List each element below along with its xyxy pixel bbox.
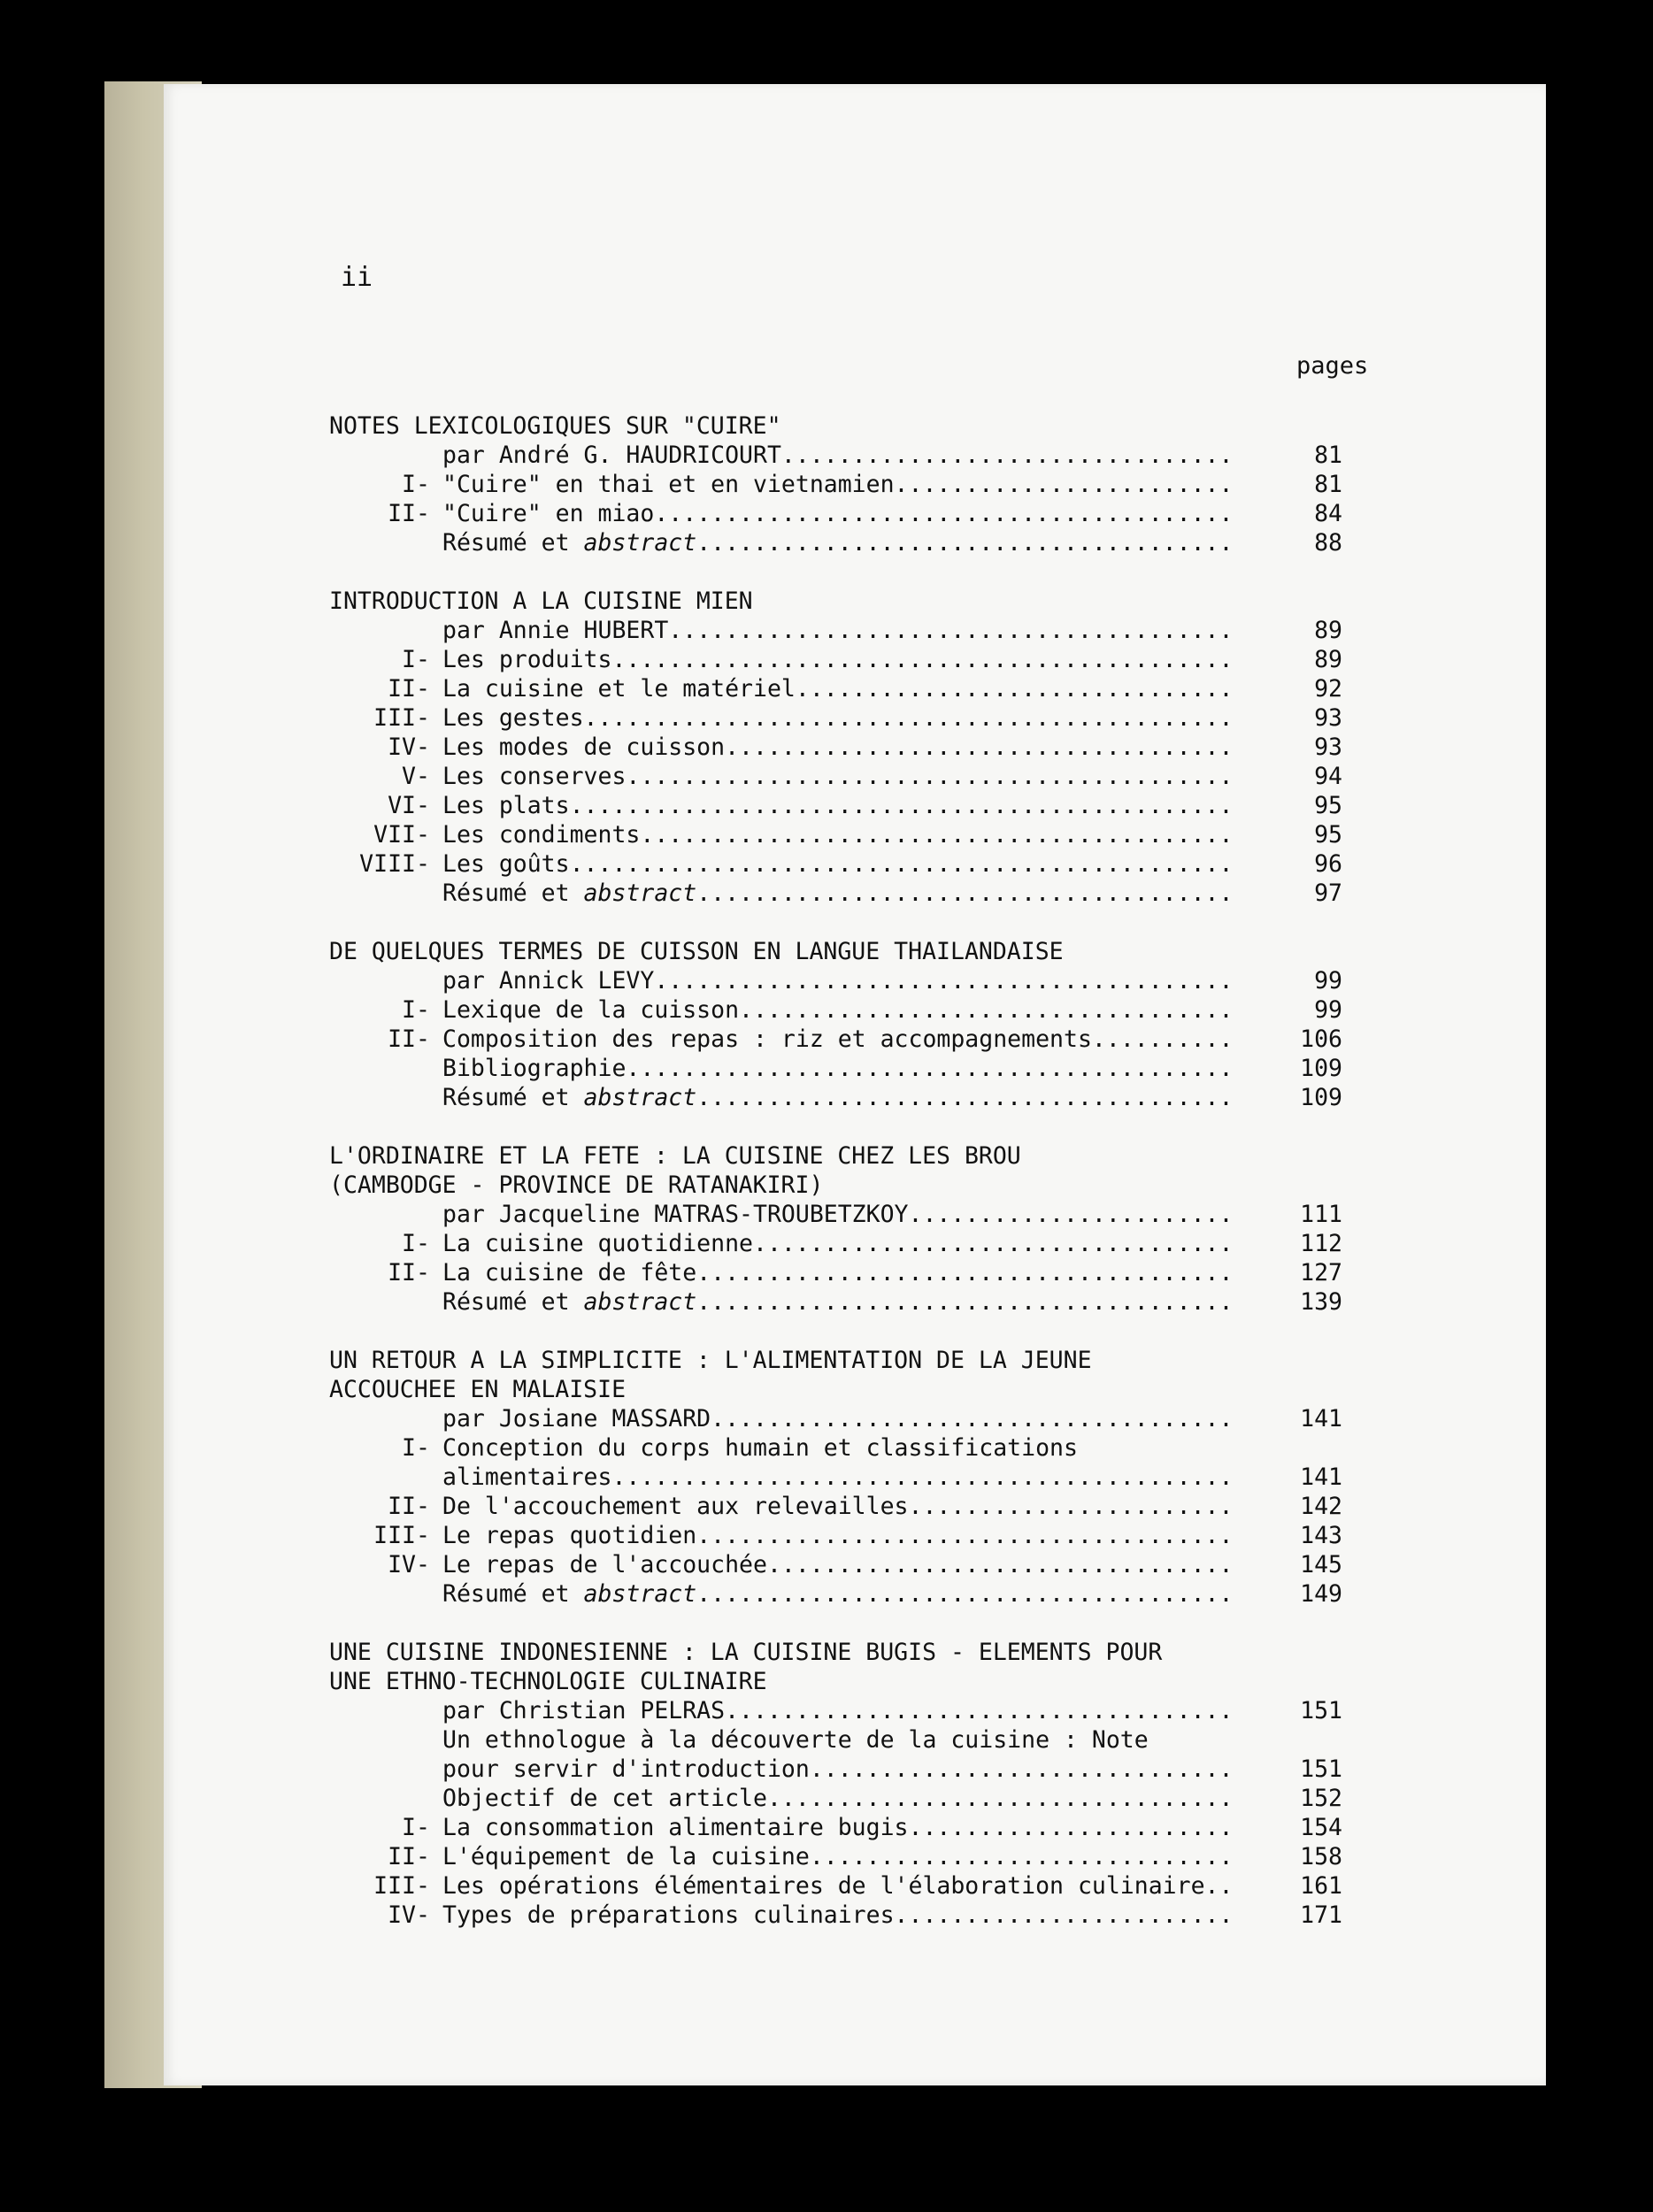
entry-text: [442, 1463, 1234, 1492]
leader-dots: [711, 1405, 1234, 1432]
entry-label: Les opérations élémentaires de l'élaboration culinaire: [442, 1872, 1205, 1900]
section-title: (CAMBODGE - PROVINCE DE RATANAKIRI): [329, 1171, 824, 1199]
toc-entry: [329, 470, 1342, 499]
entry-label: alimentaires: [442, 1463, 612, 1491]
entry-number: [329, 879, 416, 908]
entry-dash: [416, 1054, 430, 1083]
entry-label: Les modes de cuisson: [442, 733, 726, 761]
entry-dash: -: [416, 1230, 430, 1257]
entry-number: [329, 1696, 416, 1725]
leader-dots: [611, 646, 1234, 673]
entry-text: [442, 1842, 1234, 1871]
leader-dots: [725, 1697, 1234, 1724]
entry-label: Résumé et: [442, 1288, 584, 1316]
entry-label: Les gestes: [442, 704, 584, 732]
entry-number: I: [402, 1230, 416, 1257]
leader-dots: [584, 704, 1234, 732]
entry-italic: abstract: [583, 1580, 697, 1608]
entry-page: 158: [1300, 1843, 1342, 1870]
toc-entry: [329, 733, 1342, 762]
entry-dash: -: [416, 1901, 430, 1929]
entry-page: 171: [1300, 1901, 1342, 1929]
entry-number: II: [388, 1025, 416, 1053]
entry-dash: [416, 966, 430, 995]
entry-italic: abstract: [583, 1288, 697, 1316]
section-title: UN RETOUR A LA SIMPLICITE : L'ALIMENTATION DE LA JEUNE: [329, 1347, 1092, 1374]
toc-entry: [329, 1258, 1342, 1287]
entry-dash: -: [416, 792, 430, 819]
entry-text: [442, 1696, 1234, 1725]
leader-dots: [781, 442, 1234, 469]
entry-number: IV: [388, 1551, 416, 1578]
toc-entry: [329, 1813, 1342, 1842]
entry-number: I: [402, 646, 416, 673]
entry-dash: [416, 1404, 430, 1433]
leader-dots: [767, 1551, 1234, 1578]
entry-page: [1289, 1433, 1342, 1463]
toc-entry: [329, 1404, 1342, 1433]
entry-text: [442, 1287, 1234, 1317]
entry-label: "Cuire" en miao: [442, 500, 655, 527]
entry-dash: -: [416, 733, 430, 761]
entry-page: 95: [1314, 792, 1342, 819]
entry-page: 106: [1300, 1025, 1342, 1053]
entry-page: 141: [1300, 1463, 1342, 1491]
table-of-contents: [329, 411, 1342, 1959]
toc-entry: [329, 1696, 1342, 1725]
entry-label: par Christian PELRAS: [442, 1697, 726, 1724]
entry-page: 151: [1300, 1755, 1342, 1783]
entry-text: [442, 1813, 1234, 1842]
entry-text: [442, 849, 1234, 879]
entry-label: De l'accouchement aux relevailles: [442, 1493, 909, 1520]
entry-text: [442, 966, 1234, 995]
toc-entry: [329, 616, 1342, 645]
entry-page: 88: [1314, 529, 1342, 557]
leader-dots: [810, 1755, 1234, 1783]
leader-dots: [1205, 1872, 1234, 1900]
entry-number: IV: [388, 733, 416, 761]
entry-text: [442, 1871, 1234, 1901]
entry-dash: [416, 441, 430, 470]
entry-text: [442, 1579, 1234, 1609]
entry-text: [442, 1492, 1234, 1521]
entry-label: Bibliographie: [442, 1055, 627, 1082]
entry-label: par Annick LEVY: [442, 967, 655, 995]
entry-dash: -: [416, 1259, 430, 1286]
toc-entry: [329, 762, 1342, 791]
section-title: UNE ETHNO-TECHNOLOGIE CULINAIRE: [329, 1668, 767, 1695]
entry-text: [442, 1200, 1234, 1229]
leader-dots: [696, 1288, 1234, 1316]
entry-number: [329, 1404, 416, 1433]
entry-dash: -: [416, 675, 430, 703]
entry-dash: -: [416, 500, 430, 527]
entry-dash: [416, 1784, 430, 1813]
entry-page: 109: [1300, 1084, 1342, 1111]
entry-label: La cuisine de fête: [442, 1259, 697, 1286]
entry-number: II: [388, 1259, 416, 1286]
leader-dots: [753, 1230, 1234, 1257]
entry-label: Les conserves: [442, 763, 627, 790]
leader-dots: [654, 500, 1234, 527]
entry-number: [329, 1463, 416, 1492]
entry-label: Les condiments: [442, 821, 641, 849]
toc-entry: [329, 1784, 1342, 1813]
section-title: UNE CUISINE INDONESIENNE : LA CUISINE BUGIS - ELEMENTS POUR: [329, 1639, 1163, 1666]
toc-entry: [329, 1025, 1342, 1054]
entry-page: [1289, 1725, 1342, 1755]
entry-dash: -: [416, 763, 430, 790]
entry-label: Objectif de cet article: [442, 1785, 767, 1812]
section-title: L'ORDINAIRE ET LA FETE : LA CUISINE CHEZ LES BROU: [329, 1142, 1021, 1170]
toc-entry: [329, 1725, 1342, 1755]
entry-dash: [416, 616, 430, 645]
toc-entry: [329, 1463, 1342, 1492]
entry-number: [329, 441, 416, 470]
entry-dash: -: [416, 1025, 430, 1053]
toc-entry: [329, 1550, 1342, 1579]
toc-entry: [329, 1579, 1342, 1609]
entry-page: 89: [1314, 646, 1342, 673]
entry-dash: -: [416, 704, 430, 732]
entry-label: Le repas de l'accouchée: [442, 1551, 767, 1578]
entry-text: [442, 762, 1234, 791]
toc-entry: [329, 995, 1342, 1025]
entry-page: 112: [1300, 1230, 1342, 1257]
leader-dots: [739, 996, 1234, 1024]
entry-dash: -: [416, 1872, 430, 1900]
leader-dots: [640, 821, 1234, 849]
leader-dots: [696, 1580, 1234, 1608]
entry-label: par Josiane MASSARD: [442, 1405, 711, 1432]
section-title: INTRODUCTION A LA CUISINE MIEN: [329, 588, 753, 615]
entry-number: VII: [373, 821, 416, 849]
entry-italic: abstract: [583, 879, 697, 907]
toc-section: [329, 1346, 1342, 1609]
leader-dots: [1092, 1025, 1234, 1053]
toc-entry: [329, 879, 1342, 908]
leader-dots: [895, 471, 1234, 498]
entry-number: [329, 1054, 416, 1083]
entry-number: III: [373, 1872, 416, 1900]
entry-label: "Cuire" en thai et en vietnamien: [442, 471, 895, 498]
entry-label: Les plats: [442, 792, 570, 819]
entry-dash: -: [416, 850, 430, 878]
entry-italic: abstract: [583, 529, 697, 557]
entry-label: par Annie HUBERT: [442, 617, 669, 644]
entry-number: [329, 1579, 416, 1609]
entry-number: I: [402, 996, 416, 1024]
entry-page: 142: [1300, 1493, 1342, 1520]
entry-dash: -: [416, 1434, 430, 1462]
entry-label: Le repas quotidien: [442, 1522, 697, 1549]
toc-section: [329, 411, 1342, 557]
page-number: ii: [341, 262, 373, 293]
toc-entry: [329, 645, 1342, 674]
entry-text: [442, 1725, 1234, 1755]
entry-text: [442, 674, 1234, 703]
entry-text: [442, 1784, 1234, 1813]
entry-number: [329, 1755, 416, 1784]
entry-text: [442, 441, 1234, 470]
entry-dash: [416, 1200, 430, 1229]
entry-dash: -: [416, 1843, 430, 1870]
entry-page: 89: [1314, 617, 1342, 644]
entry-label: Les goûts: [442, 850, 570, 878]
entry-label: Lexique de la cuisson: [442, 996, 740, 1024]
leader-dots: [909, 1201, 1235, 1228]
toc-section: [329, 1141, 1342, 1317]
entry-page: 93: [1314, 733, 1342, 761]
entry-dash: -: [416, 646, 430, 673]
leader-dots: [796, 675, 1234, 703]
entry-label: Un ethnologue à la découverte de la cuisine : Note: [442, 1726, 1149, 1754]
toc-entry: [329, 1492, 1342, 1521]
leader-dots: [626, 763, 1234, 790]
entry-page: 99: [1314, 967, 1342, 995]
entry-page: 161: [1300, 1872, 1342, 1900]
entry-text: [442, 1229, 1234, 1258]
entry-page: 111: [1300, 1201, 1342, 1228]
entry-text: [442, 1025, 1234, 1054]
entry-number: [329, 616, 416, 645]
leader-dots: [626, 1055, 1234, 1082]
toc-entry: [329, 1054, 1342, 1083]
entry-label: La cuisine quotidienne: [442, 1230, 753, 1257]
entry-label: Conception du corps humain et classifications: [442, 1434, 1078, 1462]
entry-number: VI: [388, 792, 416, 819]
toc-entry: [329, 1287, 1342, 1317]
toc-entry: [329, 1083, 1342, 1112]
entry-page: 97: [1314, 879, 1342, 907]
entry-label: pour servir d'introduction: [442, 1755, 810, 1783]
entry-dash: [416, 1083, 430, 1112]
entry-page: 145: [1300, 1551, 1342, 1578]
entry-dash: -: [416, 471, 430, 498]
entry-number: [329, 1287, 416, 1317]
entry-text: [442, 733, 1234, 762]
entry-number: I: [402, 1434, 416, 1462]
toc-section: [329, 1638, 1342, 1930]
entry-text: [442, 1521, 1234, 1550]
entry-page: 149: [1300, 1580, 1342, 1608]
entry-number: VIII: [359, 850, 416, 878]
toc-entry: [329, 966, 1342, 995]
entry-page: 81: [1314, 442, 1342, 469]
entry-number: [329, 1725, 416, 1755]
entry-label: La cuisine et le matériel: [442, 675, 796, 703]
toc-entry: [329, 528, 1342, 557]
entry-label: Les produits: [442, 646, 612, 673]
leader-dots: [696, 1522, 1234, 1549]
entry-dash: -: [416, 1522, 430, 1549]
entry-text: [442, 645, 1234, 674]
section-title: NOTES LEXICOLOGIQUES SUR "CUIRE": [329, 412, 781, 440]
entry-text: [442, 791, 1234, 820]
leader-dots: [767, 1785, 1234, 1812]
toc-entry: [329, 1229, 1342, 1258]
entry-number: [329, 1784, 416, 1813]
leader-dots: [654, 967, 1234, 995]
entry-number: II: [388, 675, 416, 703]
entry-page: 81: [1314, 471, 1342, 498]
entry-text: [442, 528, 1234, 557]
entry-dash: -: [416, 1551, 430, 1578]
section-title: ACCOUCHEE EN MALAISIE: [329, 1376, 627, 1403]
entry-label: Types de préparations culinaires: [442, 1901, 895, 1929]
entry-text: [442, 1054, 1234, 1083]
toc-entry: [329, 791, 1342, 820]
entry-dash: [416, 528, 430, 557]
entry-page: 96: [1314, 850, 1342, 878]
toc-entry: [329, 1433, 1342, 1463]
entry-text: [442, 1755, 1234, 1784]
entry-italic: abstract: [583, 1084, 697, 1111]
leader-dots: [570, 792, 1234, 819]
entry-dash: -: [416, 996, 430, 1024]
entry-number: I: [402, 471, 416, 498]
entry-text: [442, 820, 1234, 849]
entry-text: [442, 1550, 1234, 1579]
entry-text: [442, 995, 1234, 1025]
entry-text: [442, 1258, 1234, 1287]
section-title: DE QUELQUES TERMES DE CUISSON EN LANGUE THAILANDAISE: [329, 938, 1064, 965]
entry-label: Résumé et: [442, 529, 584, 557]
entry-dash: -: [416, 821, 430, 849]
entry-page: 99: [1314, 996, 1342, 1024]
toc-entry: [329, 441, 1342, 470]
toc-entry: [329, 674, 1342, 703]
leader-dots: [696, 1084, 1234, 1111]
entry-number: III: [373, 1522, 416, 1549]
entry-dash: -: [416, 1493, 430, 1520]
entry-page: 84: [1314, 500, 1342, 527]
leader-dots: [909, 1814, 1235, 1841]
entry-label: par André G. HAUDRICOURT: [442, 442, 781, 469]
toc-entry: [329, 820, 1342, 849]
entry-page: 93: [1314, 704, 1342, 732]
entry-text: [442, 879, 1234, 908]
entry-dash: [416, 1696, 430, 1725]
entry-dash: -: [416, 1814, 430, 1841]
entry-page: 143: [1300, 1522, 1342, 1549]
entry-number: [329, 1083, 416, 1112]
entry-number: II: [388, 1843, 416, 1870]
entry-page: 92: [1314, 675, 1342, 703]
leader-dots: [895, 1901, 1234, 1929]
entry-page: 95: [1314, 821, 1342, 849]
toc-entry: [329, 1521, 1342, 1550]
toc-entry: [329, 703, 1342, 733]
pages-column-header: pages: [1296, 352, 1369, 380]
entry-page: 151: [1300, 1697, 1342, 1724]
entry-text: [442, 1083, 1234, 1112]
leader-dots: [909, 1493, 1235, 1520]
leader-dots: [725, 733, 1234, 761]
toc-entry: [329, 1901, 1342, 1930]
entry-dash: [416, 1725, 430, 1755]
entry-number: V: [402, 763, 416, 790]
entry-page: 152: [1300, 1785, 1342, 1812]
entry-number: I: [402, 1814, 416, 1841]
entry-text: [442, 1404, 1234, 1433]
entry-dash: [416, 1463, 430, 1492]
toc-entry: [329, 499, 1342, 528]
entry-label: La consommation alimentaire bugis: [442, 1814, 909, 1841]
toc-entry: [329, 1871, 1342, 1901]
entry-label: Résumé et: [442, 1580, 584, 1608]
entry-dash: [416, 1755, 430, 1784]
entry-number: III: [373, 704, 416, 732]
entry-label: Résumé et: [442, 1084, 584, 1111]
entry-text: [442, 1433, 1234, 1463]
leader-dots: [668, 617, 1234, 644]
leader-dots: [810, 1843, 1234, 1870]
entry-number: IV: [388, 1901, 416, 1929]
toc-entry: [329, 1755, 1342, 1784]
entry-page: 94: [1314, 763, 1342, 790]
leader-dots: [696, 1259, 1234, 1286]
entry-number: [329, 1200, 416, 1229]
entry-text: [442, 499, 1234, 528]
entry-dash: [416, 879, 430, 908]
entry-label: L'équipement de la cuisine: [442, 1843, 810, 1870]
toc-entry: [329, 849, 1342, 879]
entry-text: [442, 1901, 1234, 1930]
toc-entry: [329, 1842, 1342, 1871]
entry-number: II: [388, 500, 416, 527]
toc-section: [329, 587, 1342, 908]
entry-text: [442, 470, 1234, 499]
entry-page: 109: [1300, 1055, 1342, 1082]
entry-text: [442, 616, 1234, 645]
toc-section: [329, 937, 1342, 1112]
entry-dash: [416, 1287, 430, 1317]
entry-dash: [416, 1579, 430, 1609]
entry-label: Composition des repas : riz et accompagnements: [442, 1025, 1092, 1053]
leader-dots: [611, 1463, 1234, 1491]
leader-dots: [570, 850, 1234, 878]
entry-page: 141: [1300, 1405, 1342, 1432]
entry-number: II: [388, 1493, 416, 1520]
entry-page: 139: [1300, 1288, 1342, 1316]
entry-text: [442, 703, 1234, 733]
entry-page: 127: [1300, 1259, 1342, 1286]
toc-entry: [329, 1200, 1342, 1229]
leader-dots: [696, 529, 1234, 557]
entry-number: [329, 528, 416, 557]
entry-label: par Jacqueline MATRAS-TROUBETZKOY: [442, 1201, 909, 1228]
leader-dots: [696, 879, 1234, 907]
entry-label: Résumé et: [442, 879, 584, 907]
entry-page: 154: [1300, 1814, 1342, 1841]
entry-number: [329, 966, 416, 995]
